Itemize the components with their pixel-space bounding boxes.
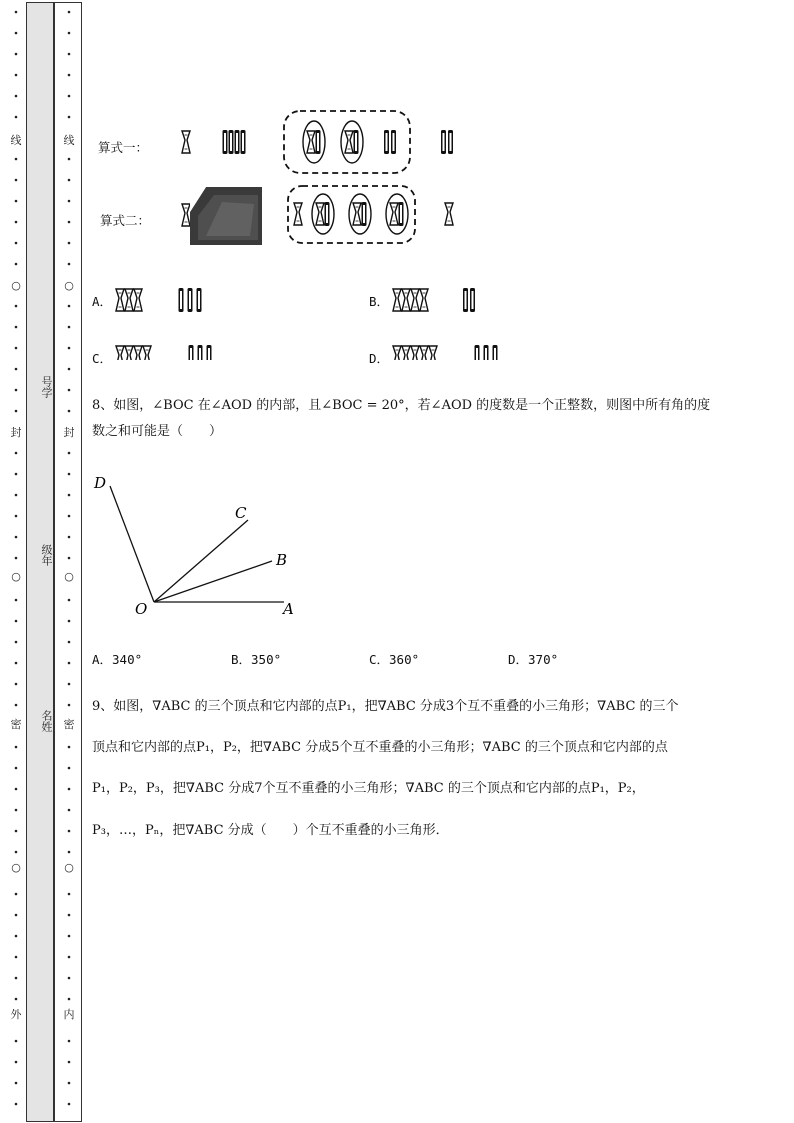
binding-dot [68,767,71,770]
binding-dot [15,515,18,518]
binding-dot [68,95,71,98]
binding-dot [15,914,18,917]
binding-dot [15,557,18,560]
blurred-image-region [190,187,262,245]
binding-dot [15,641,18,644]
ray-ob [154,561,272,602]
field-label-grade: 级年 [40,544,53,566]
binding-dot [68,32,71,35]
binding-dot [15,95,18,98]
chromosome-icon [445,203,453,225]
binding-dot [15,956,18,959]
binding-dot [68,515,71,518]
option-d-label: D． [369,351,390,366]
q8-option-b: B．350° [231,652,282,667]
binding-dot [68,452,71,455]
binding-dot [15,452,18,455]
option-a-figure [116,288,202,312]
binding-dot [15,767,18,770]
binding-dot [68,1103,71,1106]
binding-dot [68,1082,71,1085]
right-mark-circle-2: ○ [64,570,74,583]
left-mark-circle-2: ○ [11,570,21,583]
binding-dot [68,704,71,707]
right-mark-circle-3: ○ [64,861,74,874]
binding-dot [15,788,18,791]
chromosome-group-icon [223,130,246,154]
binding-dot [68,746,71,749]
right-mark-mi: 密 [63,718,75,731]
binding-dot [68,1061,71,1064]
right-mark-circle-1: ○ [64,279,74,292]
binding-dot [68,809,71,812]
circled-pair-icon [341,121,363,163]
binding-dot [15,1082,18,1085]
option-a-label: A． [92,294,113,309]
binding-dot [15,1103,18,1106]
binding-dot [68,494,71,497]
binding-dot [68,998,71,1001]
binding-dot [68,1040,71,1043]
ray-od [110,486,154,602]
binding-dot [15,11,18,14]
left-mark-xian: 线 [10,134,22,147]
binding-dot [68,641,71,644]
chromosome-pair-icon [441,130,453,154]
binding-dot [68,935,71,938]
option-c-figure [116,345,212,360]
binding-dot [68,830,71,833]
binding-dot [15,746,18,749]
binding-dot [68,389,71,392]
binding-dot [68,977,71,980]
formula-two-label: 算式二： [100,213,151,228]
ray-oc [154,520,248,602]
binding-dot [68,557,71,560]
binding-dot [68,599,71,602]
binding-dot [68,53,71,56]
option-b-figure [393,288,475,312]
binding-dot [15,893,18,896]
option-b-label: B． [369,294,390,309]
field-label-student-id: 号学 [40,376,53,398]
option-c-label: C． [92,351,113,366]
label-a: A [283,600,294,618]
circled-pair-icon [303,121,325,163]
label-b: B [276,551,288,569]
q9-text-line-3: P₁，P₂，P₃，把∇ABC 分成7个互不重叠的小三角形；∇ABC 的三个顶点和它内部的点P₁，P₂， [92,781,645,796]
chromosome-figure [0,100,794,360]
option-d-figure [393,345,498,360]
binding-dot [15,53,18,56]
binding-dot [15,935,18,938]
binding-dot [15,368,18,371]
angle-figure [88,468,348,628]
binding-dot [15,851,18,854]
right-mark-xian: 线 [63,134,75,147]
right-mark-feng: 封 [63,426,75,439]
field-label-name: 名姓 [40,710,53,732]
binding-dot [68,11,71,14]
q9-text-line-2: 顶点和它内部的点P₁，P₂，把∇ABC 分成5个互不重叠的小三角形；∇ABC 的三个顶点和它内部的点 [92,740,668,755]
label-o: O [135,600,148,618]
left-mark-wai: 外 [10,1008,22,1021]
binding-dot [15,620,18,623]
q8-option-c: C．360° [369,652,420,667]
chromosome-icon [182,131,190,153]
label-c: C [235,504,247,522]
chromosome-icon [182,204,190,226]
label-d: D [94,474,107,492]
binding-dot [15,977,18,980]
q8-text-line-2: 数之和可能是（ ） [92,424,223,439]
binding-dot [15,599,18,602]
binding-dot [15,830,18,833]
left-mark-mi: 密 [10,718,22,731]
chromosome-pair-icon [384,130,396,154]
binding-dot [68,851,71,854]
binding-dot [68,893,71,896]
binding-dot [68,956,71,959]
binding-dot [15,809,18,812]
binding-dot [15,74,18,77]
q9-text-line-1: 9、如图，∇ABC 的三个顶点和它内部的点P₁，把∇ABC 分成3个互不重叠的小三角形；∇ABC 的三个 [92,699,679,714]
formula-one-label: 算式一： [98,140,149,155]
left-mark-feng: 封 [10,426,22,439]
circled-pair-icon [312,194,334,234]
binding-dot [15,494,18,497]
binding-dot [68,620,71,623]
q8-option-d: D．370° [508,652,559,667]
binding-dot [15,704,18,707]
binding-dot [68,368,71,371]
q9-text-line-4: P₃，…，Pₙ，把∇ABC 分成（ ）个互不重叠的小三角形． [92,823,449,838]
q8-text-line-1: 8、如图，∠BOC 在∠AOD 的内部，且∠BOC = 20°，若∠AOD 的度数是一个正整数，则图中所有角的度 [92,398,711,413]
binding-dot [68,914,71,917]
circled-pair-icon [349,194,371,234]
binding-dot [68,74,71,77]
binding-dot [68,473,71,476]
binding-dot [15,410,18,413]
right-mark-nei: 内 [63,1008,75,1021]
binding-dot [15,662,18,665]
binding-dot [68,410,71,413]
binding-dot [68,536,71,539]
left-mark-circle-3: ○ [11,861,21,874]
binding-dot [15,683,18,686]
binding-dot [15,473,18,476]
binding-dot [15,1040,18,1043]
binding-dot [68,788,71,791]
binding-dot [15,998,18,1001]
left-mark-circle-1: ○ [11,279,21,292]
binding-dot [15,32,18,35]
binding-dot [68,662,71,665]
binding-dot [68,683,71,686]
q8-option-a: A．340° [92,652,143,667]
binding-dot [15,389,18,392]
binding-dot [15,1061,18,1064]
circled-pair-icon [386,194,408,234]
binding-dot [15,536,18,539]
